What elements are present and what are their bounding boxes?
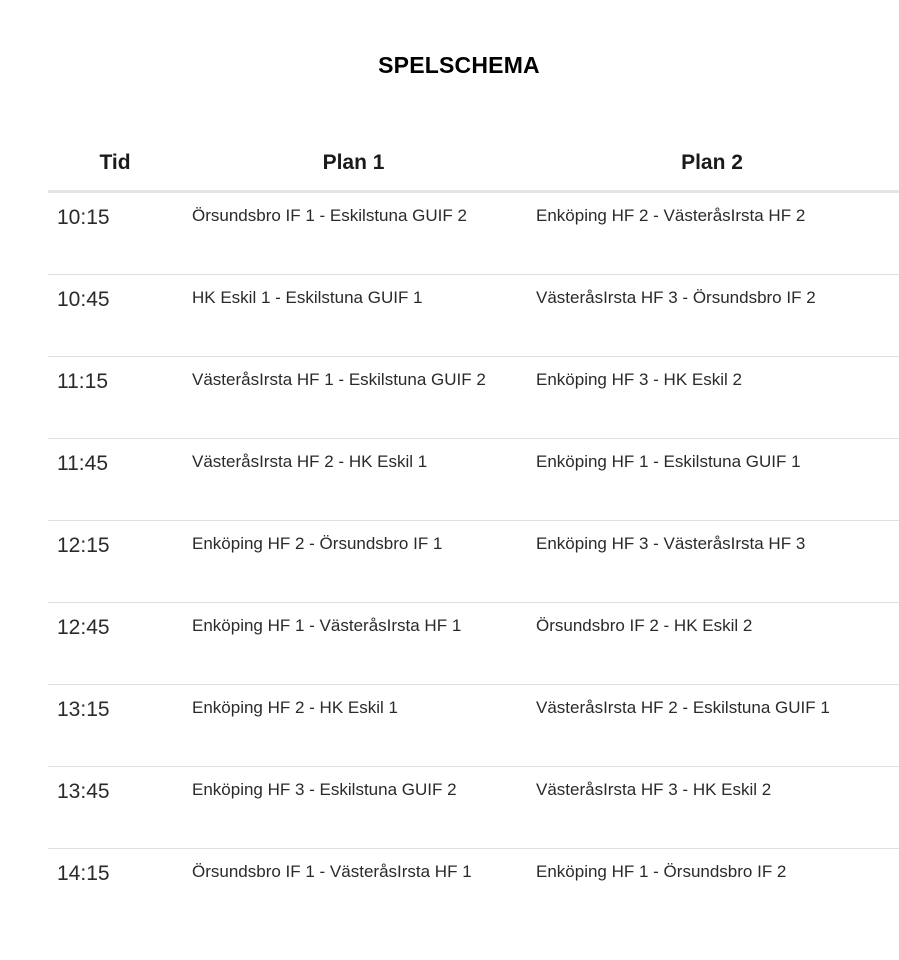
table-row xyxy=(48,439,899,521)
plan-1-match: Enköping HF 2 - Örsundsbro IF 1 xyxy=(192,534,443,553)
plan-1-match: VästeråsIrsta HF 1 - Eskilstuna GUIF 2 xyxy=(192,370,486,389)
plan-2-match: VästeråsIrsta HF 3 - Örsundsbro IF 2 xyxy=(536,288,816,307)
plan-2-match: Enköping HF 2 - VästeråsIrsta HF 2 xyxy=(536,206,806,225)
match-time: 13:45 xyxy=(57,780,110,803)
plan-1-match: Örsundsbro IF 1 - VästeråsIrsta HF 1 xyxy=(192,862,472,881)
plan-2-match: Enköping HF 3 - HK Eskil 2 xyxy=(536,370,742,389)
match-time: 11:45 xyxy=(57,452,108,475)
plan-1-match: Enköping HF 1 - VästeråsIrsta HF 1 xyxy=(192,616,462,635)
table-row xyxy=(48,685,899,767)
column-header-plan-1: Plan 1 xyxy=(322,151,385,174)
match-time: 12:15 xyxy=(57,534,110,557)
plan-1-match: Enköping HF 3 - Eskilstuna GUIF 2 xyxy=(192,780,457,799)
plan-2-match: VästeråsIrsta HF 3 - HK Eskil 2 xyxy=(536,780,772,799)
column-header-plan-2: Plan 2 xyxy=(681,151,743,174)
schedule-table xyxy=(48,146,899,930)
plan-2-match: VästeråsIrsta HF 2 - Eskilstuna GUIF 1 xyxy=(536,698,830,717)
match-time: 12:45 xyxy=(57,616,110,639)
table-row xyxy=(48,603,899,685)
plan-1-match: HK Eskil 1 - Eskilstuna GUIF 1 xyxy=(192,288,423,307)
plan-2-match: Enköping HF 3 - VästeråsIrsta HF 3 xyxy=(536,534,806,553)
plan-1-match: VästeråsIrsta HF 2 - HK Eskil 1 xyxy=(192,452,428,471)
table-row xyxy=(48,357,899,439)
plan-2-match: Örsundsbro IF 2 - HK Eskil 2 xyxy=(536,616,753,635)
match-time: 11:15 xyxy=(57,370,108,393)
table-row xyxy=(48,849,899,930)
table-row xyxy=(48,275,899,357)
table-header xyxy=(48,146,899,193)
match-time: 14:15 xyxy=(57,862,110,885)
table-row xyxy=(48,767,899,849)
match-time: 10:15 xyxy=(57,206,110,229)
plan-2-match: Enköping HF 1 - Örsundsbro IF 2 xyxy=(536,862,787,881)
match-time: 13:15 xyxy=(57,698,110,721)
table-row xyxy=(48,521,899,603)
match-time: 10:45 xyxy=(57,288,110,311)
column-header-time: Tid xyxy=(99,151,131,174)
page-title: SPELSCHEMA xyxy=(378,52,540,78)
plan-2-match: Enköping HF 1 - Eskilstuna GUIF 1 xyxy=(536,452,801,471)
plan-1-match: Örsundsbro IF 1 - Eskilstuna GUIF 2 xyxy=(192,206,467,225)
plan-1-match: Enköping HF 2 - HK Eskil 1 xyxy=(192,698,398,717)
table-row xyxy=(48,193,899,275)
